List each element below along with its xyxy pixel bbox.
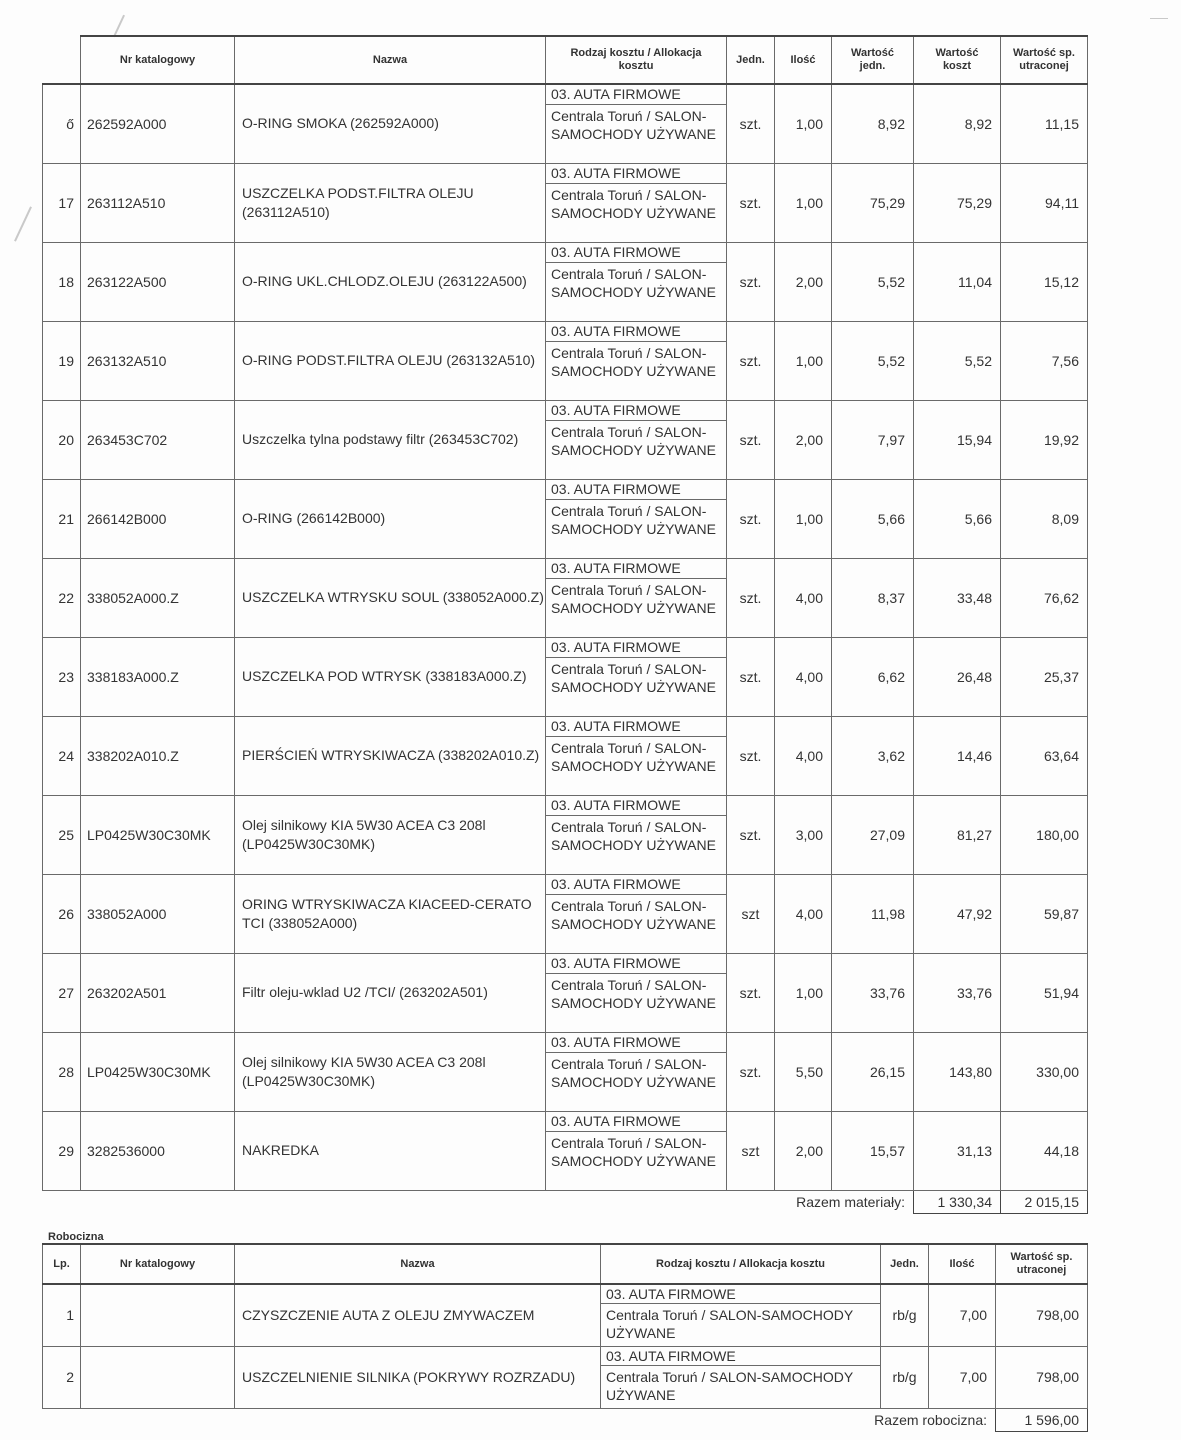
labor-section-title: Robocizna xyxy=(48,1231,104,1243)
row-unit-value: 5,52 xyxy=(832,321,914,400)
material-row xyxy=(43,321,1088,400)
row-name: Uszczelka tylna podstawy filtr (263453C702) xyxy=(235,400,546,479)
materials-table xyxy=(42,35,1088,1214)
labor-header-cost-type: Rodzaj kosztu / Allokacja kosztu xyxy=(601,1244,881,1284)
row-name: O-RING PODST.FILTRA OLEJU (263132A510) xyxy=(235,321,546,400)
labor-row-cost-type: 03. AUTA FIRMOWE xyxy=(601,1285,880,1304)
row-lost-sale-value: 59,87 xyxy=(1001,874,1088,953)
row-cost-allocation xyxy=(546,479,727,558)
row-lost-sale-value: 25,37 xyxy=(1001,637,1088,716)
row-unit: szt. xyxy=(727,716,775,795)
labor-row-quantity: 7,00 xyxy=(929,1346,996,1408)
materials-total-cost: 1 330,34 xyxy=(914,1190,1001,1213)
row-cost-value: 8,92 xyxy=(914,84,1001,163)
row-lost-sale-value: 7,56 xyxy=(1001,321,1088,400)
row-cost-value: 26,48 xyxy=(914,637,1001,716)
row-lp: 19 xyxy=(43,321,81,400)
header-unit-value: Wartość jedn. xyxy=(832,36,914,84)
row-lost-sale-value: 15,12 xyxy=(1001,242,1088,321)
row-quantity: 2,00 xyxy=(775,400,832,479)
labor-row xyxy=(43,1284,1088,1346)
row-lost-sale-value: 44,18 xyxy=(1001,1111,1088,1190)
material-row xyxy=(43,558,1088,637)
labor-row-name: CZYSZCZENIE AUTA Z OLEJU ZMYWACZEM xyxy=(235,1284,601,1346)
row-lost-sale-value: 51,94 xyxy=(1001,953,1088,1032)
row-cost-type: 03. AUTA FIRMOWE xyxy=(546,322,726,342)
material-row xyxy=(43,400,1088,479)
row-cost-type: 03. AUTA FIRMOWE xyxy=(546,1112,726,1132)
row-unit: szt. xyxy=(727,558,775,637)
row-cost-allocation xyxy=(546,1032,727,1111)
row-unit: szt. xyxy=(727,163,775,242)
row-cost-value: 33,76 xyxy=(914,953,1001,1032)
material-row xyxy=(43,1111,1088,1190)
row-quantity: 4,00 xyxy=(775,874,832,953)
labor-row-allocation: Centrala Toruń / SALON-SAMOCHODY UŻYWANE xyxy=(606,1368,853,1403)
material-row xyxy=(43,1032,1088,1111)
materials-total-label: Razem materiały: xyxy=(796,1193,905,1210)
row-lost-sale-value: 11,15 xyxy=(1001,84,1088,163)
row-cost-allocation xyxy=(546,558,727,637)
material-row xyxy=(43,795,1088,874)
row-cost-type: 03. AUTA FIRMOWE xyxy=(546,638,726,658)
row-quantity: 1,00 xyxy=(775,84,832,163)
scan-artifact-line xyxy=(1150,18,1168,19)
labor-header-quantity: Ilość xyxy=(929,1244,996,1284)
row-cost-allocation xyxy=(546,716,727,795)
row-quantity: 1,00 xyxy=(775,479,832,558)
row-allocation: Centrala Toruń / SALON-SAMOCHODY UŻYWANE xyxy=(551,265,716,300)
row-allocation: Centrala Toruń / SALON-SAMOCHODY UŻYWANE xyxy=(551,108,716,142)
row-unit-value: 5,66 xyxy=(832,479,914,558)
row-lp: 18 xyxy=(43,242,81,321)
labor-row-catalog-number xyxy=(81,1346,235,1408)
row-lost-sale-value: 330,00 xyxy=(1001,1032,1088,1111)
row-unit-value: 26,15 xyxy=(832,1032,914,1111)
material-row xyxy=(43,479,1088,558)
row-cost-type: 03. AUTA FIRMOWE xyxy=(546,401,726,421)
labor-header-unit: Jedn. xyxy=(881,1244,929,1284)
header-lp xyxy=(43,36,81,84)
labor-total-label: Razem robocizna: xyxy=(874,1411,987,1428)
row-catalog-number: LP0425W30C30MK xyxy=(81,1032,235,1111)
row-lp: 29 xyxy=(43,1111,81,1190)
labor-row-cost-allocation xyxy=(601,1346,881,1408)
row-name: Olej silnikowy KIA 5W30 ACEA C3 208l (LP0425W30C30MK) xyxy=(235,795,546,874)
row-allocation: Centrala Toruń / SALON-SAMOCHODY UŻYWANE xyxy=(551,1134,716,1169)
row-cost-allocation xyxy=(546,321,727,400)
row-catalog-number: 262592A000 xyxy=(81,84,235,163)
row-catalog-number: 3282536000 xyxy=(81,1111,235,1190)
row-lost-sale-value: 63,64 xyxy=(1001,716,1088,795)
materials-total-row xyxy=(43,1190,1088,1213)
row-cost-type: 03. AUTA FIRMOWE xyxy=(546,1033,726,1053)
row-cost-type: 03. AUTA FIRMOWE xyxy=(546,875,726,895)
row-cost-allocation xyxy=(546,795,727,874)
row-catalog-number: 263202A501 xyxy=(81,953,235,1032)
row-lost-sale-value: 19,92 xyxy=(1001,400,1088,479)
row-quantity: 4,00 xyxy=(775,716,832,795)
header-cost-value: Wartość koszt xyxy=(914,36,1001,84)
row-quantity: 4,00 xyxy=(775,637,832,716)
row-catalog-number: 338052A000.Z xyxy=(81,558,235,637)
row-name: USZCZELKA POD WTRYSK (338183A000.Z) xyxy=(235,637,546,716)
row-lp: 27 xyxy=(43,953,81,1032)
row-unit: szt xyxy=(727,874,775,953)
row-allocation: Centrala Toruń / SALON-SAMOCHODY UŻYWANE xyxy=(551,423,716,458)
row-unit: szt. xyxy=(727,795,775,874)
labor-row-lost-sale-value: 798,00 xyxy=(996,1346,1088,1408)
row-lp: 22 xyxy=(43,558,81,637)
material-row xyxy=(43,84,1088,163)
row-cost-value: 81,27 xyxy=(914,795,1001,874)
row-name: Olej silnikowy KIA 5W30 ACEA C3 208l (LP0425W30C30MK) xyxy=(235,1032,546,1111)
row-unit-value: 27,09 xyxy=(832,795,914,874)
labor-row-name: USZCZELNIENIE SILNIKA (POKRYWY ROZRZADU) xyxy=(235,1346,601,1408)
row-unit-value: 8,92 xyxy=(832,84,914,163)
row-name: USZCZELKA WTRYSKU SOUL (338052A000.Z) xyxy=(235,558,546,637)
row-unit: szt. xyxy=(727,400,775,479)
row-lost-sale-value: 76,62 xyxy=(1001,558,1088,637)
row-lp: 26 xyxy=(43,874,81,953)
row-cost-allocation xyxy=(546,1111,727,1190)
labor-row-catalog-number xyxy=(81,1284,235,1346)
header-cost-type: Rodzaj kosztu / Allokacja kosztu xyxy=(546,36,727,84)
header-unit: Jedn. xyxy=(727,36,775,84)
row-unit: szt. xyxy=(727,953,775,1032)
row-lost-sale-value: 8,09 xyxy=(1001,479,1088,558)
labor-row-cost-type: 03. AUTA FIRMOWE xyxy=(601,1347,880,1366)
row-unit-value: 5,52 xyxy=(832,242,914,321)
scan-artifact-line xyxy=(113,15,125,38)
row-lp: 21 xyxy=(43,479,81,558)
row-cost-allocation xyxy=(546,953,727,1032)
labor-header-name: Nazwa xyxy=(235,1244,601,1284)
row-unit-value: 11,98 xyxy=(832,874,914,953)
row-name: ORING WTRYSKIWACZA KIACEED-CERATO TCI (338052A000) xyxy=(235,874,546,953)
row-cost-type: 03. AUTA FIRMOWE xyxy=(546,85,726,105)
row-cost-type: 03. AUTA FIRMOWE xyxy=(546,164,726,184)
row-catalog-number: 266142B000 xyxy=(81,479,235,558)
row-lp: ő xyxy=(43,84,81,163)
row-cost-value: 11,04 xyxy=(914,242,1001,321)
labor-row-unit: rb/g xyxy=(881,1284,929,1346)
row-cost-allocation xyxy=(546,163,727,242)
row-cost-allocation xyxy=(546,637,727,716)
labor-header-lost-sale-value: Wartość sp. utraconej xyxy=(996,1244,1088,1284)
labor-header-catalog-number: Nr katalogowy xyxy=(81,1244,235,1284)
header-name: Nazwa xyxy=(235,36,546,84)
row-cost-type: 03. AUTA FIRMOWE xyxy=(546,243,726,263)
row-allocation: Centrala Toruń / SALON-SAMOCHODY UŻYWANE xyxy=(551,186,716,221)
row-catalog-number: 338052A000 xyxy=(81,874,235,953)
labor-total-value: 1 596,00 xyxy=(996,1408,1088,1431)
row-cost-value: 33,48 xyxy=(914,558,1001,637)
row-quantity: 2,00 xyxy=(775,242,832,321)
row-name: Filtr oleju-wklad U2 /TCI/ (263202A501) xyxy=(235,953,546,1032)
labor-total-row xyxy=(43,1408,1088,1431)
row-name: PIERŚCIEŃ WTRYSKIWACZA (338202A010.Z) xyxy=(235,716,546,795)
row-quantity: 1,00 xyxy=(775,321,832,400)
material-row xyxy=(43,716,1088,795)
row-unit: szt. xyxy=(727,84,775,163)
row-cost-allocation xyxy=(546,242,727,321)
row-unit-value: 7,97 xyxy=(832,400,914,479)
row-name: NAKREDKA xyxy=(235,1111,546,1190)
row-cost-type: 03. AUTA FIRMOWE xyxy=(546,796,726,816)
row-name: O-RING UKL.CHLODZ.OLEJU (263122A500) xyxy=(235,242,546,321)
row-quantity: 3,00 xyxy=(775,795,832,874)
row-unit: szt. xyxy=(727,242,775,321)
row-cost-type: 03. AUTA FIRMOWE xyxy=(546,717,726,737)
row-lost-sale-value: 180,00 xyxy=(1001,795,1088,874)
row-lost-sale-value: 94,11 xyxy=(1001,163,1088,242)
labor-row-quantity: 7,00 xyxy=(929,1284,996,1346)
row-lp: 28 xyxy=(43,1032,81,1111)
row-cost-value: 5,52 xyxy=(914,321,1001,400)
labor-row-allocation: Centrala Toruń / SALON-SAMOCHODY UŻYWANE xyxy=(606,1307,853,1341)
row-unit: szt xyxy=(727,1111,775,1190)
materials-total-lost-sale: 2 015,15 xyxy=(1001,1190,1088,1213)
row-lp: 17 xyxy=(43,163,81,242)
labor-row-cost-allocation xyxy=(601,1284,881,1346)
row-cost-value: 143,80 xyxy=(914,1032,1001,1111)
row-catalog-number: 263132A510 xyxy=(81,321,235,400)
row-cost-value: 5,66 xyxy=(914,479,1001,558)
row-allocation: Centrala Toruń / SALON-SAMOCHODY UŻYWANE xyxy=(551,660,716,695)
row-unit-value: 75,29 xyxy=(832,163,914,242)
row-cost-value: 14,46 xyxy=(914,716,1001,795)
labor-table xyxy=(42,1243,1088,1432)
row-allocation: Centrala Toruń / SALON-SAMOCHODY UŻYWANE xyxy=(551,897,716,932)
scan-artifact-line xyxy=(14,206,32,241)
row-cost-value: 47,92 xyxy=(914,874,1001,953)
row-cost-allocation xyxy=(546,400,727,479)
row-quantity: 1,00 xyxy=(775,953,832,1032)
row-unit-value: 6,62 xyxy=(832,637,914,716)
labor-header-lp: Lp. xyxy=(43,1244,81,1284)
material-row xyxy=(43,874,1088,953)
row-unit: szt. xyxy=(727,637,775,716)
labor-row-lp: 2 xyxy=(43,1346,81,1408)
row-quantity: 2,00 xyxy=(775,1111,832,1190)
row-unit: szt. xyxy=(727,479,775,558)
header-quantity: Ilość xyxy=(775,36,832,84)
row-unit: szt. xyxy=(727,1032,775,1111)
row-allocation: Centrala Toruń / SALON-SAMOCHODY UŻYWANE xyxy=(551,581,716,616)
row-allocation: Centrala Toruń / SALON-SAMOCHODY UŻYWANE xyxy=(551,818,716,853)
row-cost-type: 03. AUTA FIRMOWE xyxy=(546,954,726,974)
row-lp: 23 xyxy=(43,637,81,716)
row-name: O-RING SMOKA (262592A000) xyxy=(235,84,546,163)
labor-row-unit: rb/g xyxy=(881,1346,929,1408)
row-allocation: Centrala Toruń / SALON-SAMOCHODY UŻYWANE xyxy=(551,739,716,774)
material-row xyxy=(43,163,1088,242)
row-unit-value: 8,37 xyxy=(832,558,914,637)
row-lp: 25 xyxy=(43,795,81,874)
header-lost-sale-value: Wartość sp. utraconej xyxy=(1001,36,1088,84)
row-catalog-number: LP0425W30C30MK xyxy=(81,795,235,874)
row-cost-value: 15,94 xyxy=(914,400,1001,479)
row-name: USZCZELKA PODST.FILTRA OLEJU (263112A510) xyxy=(235,163,546,242)
material-row xyxy=(43,637,1088,716)
row-allocation: Centrala Toruń / SALON-SAMOCHODY UŻYWANE xyxy=(551,1055,716,1090)
row-catalog-number: 338202A010.Z xyxy=(81,716,235,795)
labor-row-lp: 1 xyxy=(43,1284,81,1346)
materials-header-row xyxy=(43,36,1088,84)
labor-row xyxy=(43,1346,1088,1408)
labor-header-row xyxy=(43,1244,1088,1284)
material-row xyxy=(43,242,1088,321)
header-catalog-number: Nr katalogowy xyxy=(81,36,235,84)
row-unit-value: 3,62 xyxy=(832,716,914,795)
row-catalog-number: 263453C702 xyxy=(81,400,235,479)
row-allocation: Centrala Toruń / SALON-SAMOCHODY UŻYWANE xyxy=(551,502,716,537)
row-cost-value: 75,29 xyxy=(914,163,1001,242)
row-catalog-number: 263122A500 xyxy=(81,242,235,321)
material-row xyxy=(43,953,1088,1032)
row-cost-type: 03. AUTA FIRMOWE xyxy=(546,480,726,500)
row-cost-allocation xyxy=(546,874,727,953)
row-allocation: Centrala Toruń / SALON-SAMOCHODY UŻYWANE xyxy=(551,344,716,379)
row-quantity: 1,00 xyxy=(775,163,832,242)
row-name: O-RING (266142B000) xyxy=(235,479,546,558)
row-cost-value: 31,13 xyxy=(914,1111,1001,1190)
row-quantity: 4,00 xyxy=(775,558,832,637)
row-lp: 24 xyxy=(43,716,81,795)
row-unit-value: 33,76 xyxy=(832,953,914,1032)
row-lp: 20 xyxy=(43,400,81,479)
row-unit-value: 15,57 xyxy=(832,1111,914,1190)
row-catalog-number: 338183A000.Z xyxy=(81,637,235,716)
row-allocation: Centrala Toruń / SALON-SAMOCHODY UŻYWANE xyxy=(551,976,716,1011)
row-unit: szt. xyxy=(727,321,775,400)
row-catalog-number: 263112A510 xyxy=(81,163,235,242)
row-cost-type: 03. AUTA FIRMOWE xyxy=(546,559,726,579)
row-cost-allocation xyxy=(546,84,727,163)
labor-row-lost-sale-value: 798,00 xyxy=(996,1284,1088,1346)
row-quantity: 5,50 xyxy=(775,1032,832,1111)
